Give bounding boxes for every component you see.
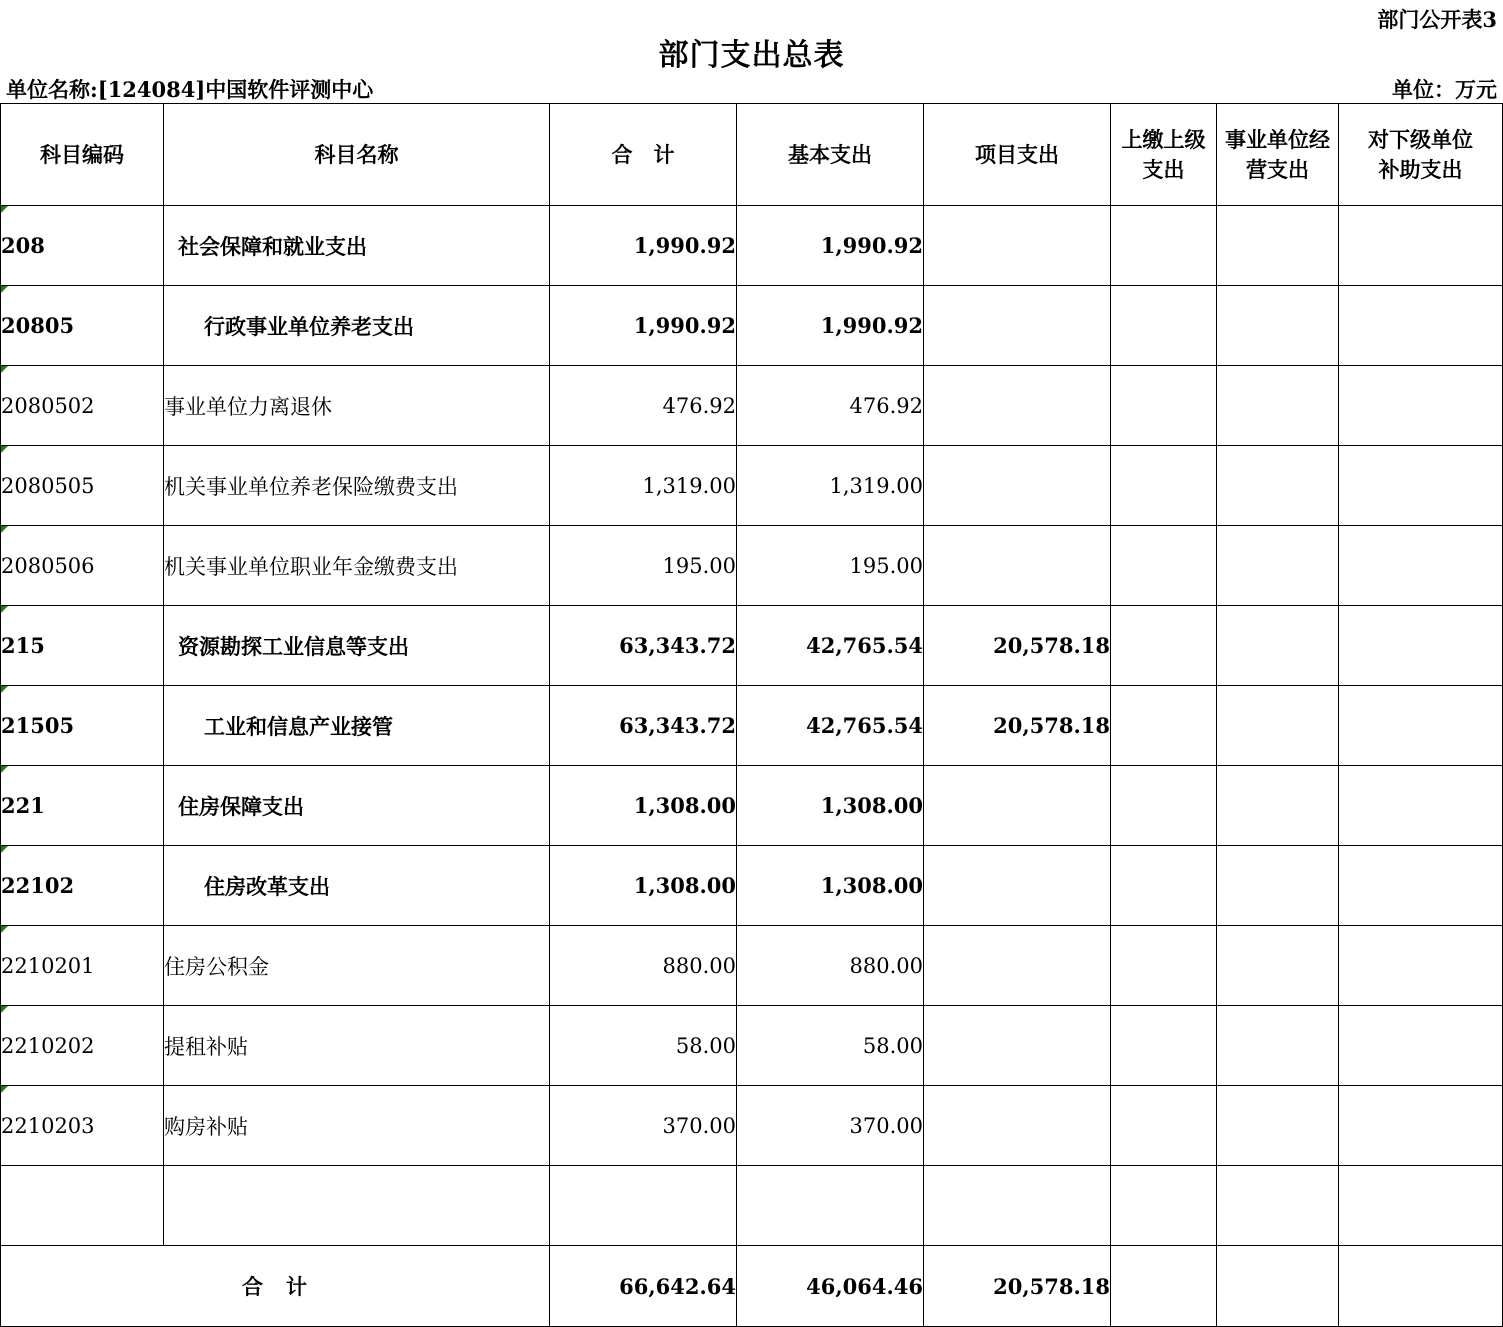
header-subsidy: 对下级单位补助支出	[1339, 104, 1503, 206]
header-project: 项目支出	[924, 104, 1111, 206]
currency-unit-label: 单位：万元	[1392, 77, 1497, 102]
row-basic-cell: 1,308.00	[737, 766, 924, 846]
row-basic-cell: 42,765.54	[737, 686, 924, 766]
expenditure-table	[0, 103, 1503, 1327]
cell-marker-icon	[1, 1086, 8, 1093]
table-row	[1, 606, 1503, 686]
row-business-cell	[1217, 446, 1339, 526]
empty-cell	[1111, 1166, 1217, 1246]
row-basic-cell: 195.00	[737, 526, 924, 606]
row-upper-cell	[1111, 926, 1217, 1006]
grand-total-label: 合 计	[1, 1246, 550, 1327]
row-code-cell: 2210203	[1, 1086, 164, 1166]
row-upper-cell	[1111, 606, 1217, 686]
row-business-cell	[1217, 766, 1339, 846]
row-total-cell: 63,343.72	[550, 686, 737, 766]
header-code: 科目编码	[1, 104, 164, 206]
row-code-cell: 2210202	[1, 1006, 164, 1086]
row-name-cell: 行政事业单位养老支出	[164, 286, 550, 366]
row-code-cell: 208	[1, 206, 164, 286]
row-code-cell: 2210201	[1, 926, 164, 1006]
row-subsidy-cell	[1339, 446, 1503, 526]
row-basic-cell: 880.00	[737, 926, 924, 1006]
row-name-cell: 资源勘探工业信息等支出	[164, 606, 550, 686]
row-subsidy-cell	[1339, 1006, 1503, 1086]
row-project-cell	[924, 846, 1111, 926]
row-total-cell: 880.00	[550, 926, 737, 1006]
header-name: 科目名称	[164, 104, 550, 206]
grand-total-project: 20,578.18	[924, 1246, 1111, 1327]
cell-marker-icon	[1, 526, 8, 533]
row-code-cell: 2080506	[1, 526, 164, 606]
row-total-cell: 195.00	[550, 526, 737, 606]
empty-cell	[550, 1166, 737, 1246]
header-row	[1, 104, 1503, 206]
table-row	[1, 766, 1503, 846]
row-upper-cell	[1111, 686, 1217, 766]
empty-cell	[924, 1166, 1111, 1246]
cell-marker-icon	[1, 286, 8, 293]
grand-total-upper	[1111, 1246, 1217, 1327]
row-name-cell: 工业和信息产业接管	[164, 686, 550, 766]
row-basic-cell: 1,319.00	[737, 446, 924, 526]
row-business-cell	[1217, 206, 1339, 286]
grand-total-subsidy	[1339, 1246, 1503, 1327]
row-subsidy-cell	[1339, 606, 1503, 686]
row-business-cell	[1217, 846, 1339, 926]
row-upper-cell	[1111, 766, 1217, 846]
row-name-cell: 住房保障支出	[164, 766, 550, 846]
row-basic-cell: 1,990.92	[737, 286, 924, 366]
empty-cell	[737, 1166, 924, 1246]
empty-cell	[1217, 1166, 1339, 1246]
table-row	[1, 1086, 1503, 1166]
row-total-cell: 476.92	[550, 366, 737, 446]
row-project-cell: 20,578.18	[924, 606, 1111, 686]
row-name-cell: 住房公积金	[164, 926, 550, 1006]
cell-marker-icon	[1, 1006, 8, 1013]
row-basic-cell: 476.92	[737, 366, 924, 446]
row-business-cell	[1217, 366, 1339, 446]
cell-marker-icon	[1, 926, 8, 933]
empty-cell	[1339, 1166, 1503, 1246]
table-row	[1, 686, 1503, 766]
empty-row	[1, 1166, 1503, 1246]
row-subsidy-cell	[1339, 206, 1503, 286]
row-subsidy-cell	[1339, 766, 1503, 846]
row-total-cell: 58.00	[550, 1006, 737, 1086]
row-subsidy-cell	[1339, 1086, 1503, 1166]
table-row	[1, 526, 1503, 606]
row-upper-cell	[1111, 526, 1217, 606]
grand-total-basic: 46,064.46	[737, 1246, 924, 1327]
row-name-cell: 提租补贴	[164, 1006, 550, 1086]
row-code-cell: 2080505	[1, 446, 164, 526]
cell-marker-icon	[1, 766, 8, 773]
cell-marker-icon	[1, 206, 8, 213]
row-upper-cell	[1111, 286, 1217, 366]
row-name-cell: 社会保障和就业支出	[164, 206, 550, 286]
row-code-cell: 21505	[1, 686, 164, 766]
row-basic-cell: 42,765.54	[737, 606, 924, 686]
table-number-label: 部门公开表3	[1377, 7, 1497, 32]
row-business-cell	[1217, 1086, 1339, 1166]
row-total-cell: 1,990.92	[550, 286, 737, 366]
row-project-cell	[924, 286, 1111, 366]
row-code-cell: 215	[1, 606, 164, 686]
row-business-cell	[1217, 926, 1339, 1006]
row-code-cell: 22102	[1, 846, 164, 926]
row-subsidy-cell	[1339, 686, 1503, 766]
row-upper-cell	[1111, 1086, 1217, 1166]
row-business-cell	[1217, 606, 1339, 686]
row-project-cell	[924, 926, 1111, 1006]
empty-cell	[1, 1166, 164, 1246]
table-row	[1, 446, 1503, 526]
cell-marker-icon	[1, 686, 8, 693]
table-row	[1, 206, 1503, 286]
table-row	[1, 926, 1503, 1006]
row-business-cell	[1217, 686, 1339, 766]
empty-cell	[164, 1166, 550, 1246]
row-total-cell: 1,308.00	[550, 766, 737, 846]
cell-marker-icon	[1, 366, 8, 373]
header-upper: 上缴上级支出	[1111, 104, 1217, 206]
row-business-cell	[1217, 526, 1339, 606]
row-name-cell: 机关事业单位养老保险缴费支出	[164, 446, 550, 526]
row-upper-cell	[1111, 446, 1217, 526]
cell-marker-icon	[1, 606, 8, 613]
row-total-cell: 1,308.00	[550, 846, 737, 926]
cell-marker-icon	[1, 846, 8, 853]
row-upper-cell	[1111, 846, 1217, 926]
row-basic-cell: 370.00	[737, 1086, 924, 1166]
unit-row	[6, 74, 1497, 102]
row-code-cell: 20805	[1, 286, 164, 366]
row-project-cell	[924, 1086, 1111, 1166]
row-project-cell	[924, 766, 1111, 846]
row-total-cell: 1,319.00	[550, 446, 737, 526]
row-project-cell	[924, 206, 1111, 286]
page-title: 部门支出总表	[658, 38, 845, 73]
row-subsidy-cell	[1339, 366, 1503, 446]
row-basic-cell: 58.00	[737, 1006, 924, 1086]
row-upper-cell	[1111, 206, 1217, 286]
row-total-cell: 1,990.92	[550, 206, 737, 286]
row-business-cell	[1217, 1006, 1339, 1086]
row-code-cell: 2080502	[1, 366, 164, 446]
row-project-cell: 20,578.18	[924, 686, 1111, 766]
row-project-cell	[924, 1006, 1111, 1086]
org-name-label: 单位名称:[124084]中国软件评测中心	[6, 77, 374, 102]
row-basic-cell: 1,308.00	[737, 846, 924, 926]
table-row	[1, 366, 1503, 446]
header-business: 事业单位经营支出	[1217, 104, 1339, 206]
row-upper-cell	[1111, 1006, 1217, 1086]
grand-total-value: 66,642.64	[550, 1246, 737, 1327]
grand-total-business	[1217, 1246, 1339, 1327]
row-total-cell: 63,343.72	[550, 606, 737, 686]
row-code-cell: 221	[1, 766, 164, 846]
row-name-cell: 事业单位力离退休	[164, 366, 550, 446]
table-row	[1, 286, 1503, 366]
row-name-cell: 购房补贴	[164, 1086, 550, 1166]
row-subsidy-cell	[1339, 526, 1503, 606]
row-name-cell: 住房改革支出	[164, 846, 550, 926]
row-project-cell	[924, 446, 1111, 526]
row-subsidy-cell	[1339, 286, 1503, 366]
grand-total-row	[1, 1246, 1503, 1327]
row-upper-cell	[1111, 366, 1217, 446]
header-total: 合 计	[550, 104, 737, 206]
row-name-cell: 机关事业单位职业年金缴费支出	[164, 526, 550, 606]
row-basic-cell: 1,990.92	[737, 206, 924, 286]
row-project-cell	[924, 526, 1111, 606]
row-total-cell: 370.00	[550, 1086, 737, 1166]
row-business-cell	[1217, 286, 1339, 366]
row-project-cell	[924, 366, 1111, 446]
table-row	[1, 846, 1503, 926]
row-subsidy-cell	[1339, 926, 1503, 1006]
row-subsidy-cell	[1339, 846, 1503, 926]
header-basic: 基本支出	[737, 104, 924, 206]
table-row	[1, 1006, 1503, 1086]
cell-marker-icon	[1, 446, 8, 453]
